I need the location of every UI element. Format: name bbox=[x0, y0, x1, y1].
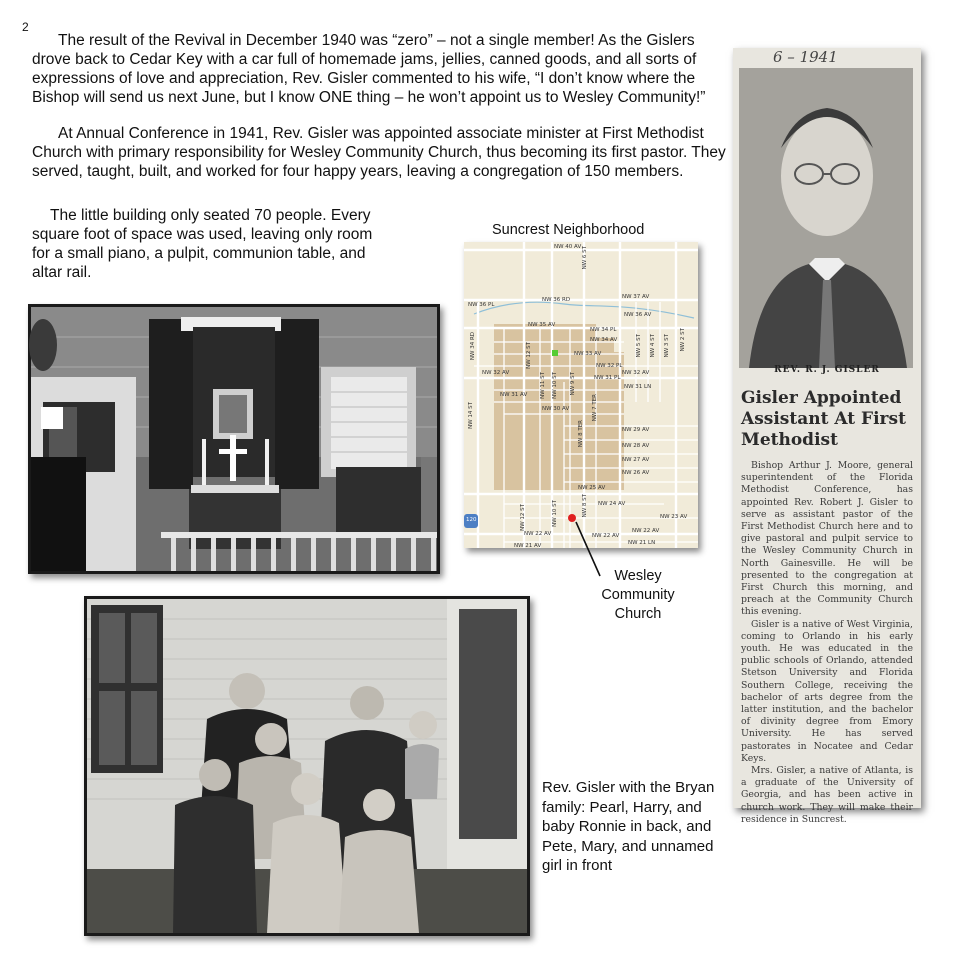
map-label-nw21av: NW 21 AV bbox=[514, 543, 542, 549]
map-label-nw12st-south: NW 12 ST bbox=[520, 504, 526, 531]
church-interior-photo bbox=[28, 304, 440, 574]
newspaper-clipping bbox=[733, 48, 921, 825]
paragraph-building-text: The little building only seated 70 people. Every square foot of space was used, leaving only room for a small piano, a pulpit, communion table, and altar rail. bbox=[32, 207, 373, 281]
paragraph-building bbox=[32, 206, 392, 282]
map-label-nw34av: NW 34 AV bbox=[590, 337, 618, 343]
map-label-nw11st: NW 11 ST bbox=[540, 372, 546, 399]
map-label-nw33av: NW 33 AV bbox=[574, 351, 602, 357]
map-label-nw12st-north: NW 12 ST bbox=[526, 342, 532, 369]
map-label-nw34rd: NW 34 RD bbox=[470, 332, 476, 361]
map-label-nw26av: NW 26 AV bbox=[622, 470, 650, 476]
clipping-body bbox=[741, 460, 913, 826]
map-label-nw7ter: NW 7 TER bbox=[592, 394, 598, 422]
map-label-nw32av-east: NW 32 AV bbox=[622, 370, 650, 376]
map-label-nw9st: NW 9 ST bbox=[570, 372, 576, 396]
map-label-nw5st: NW 5 ST bbox=[636, 334, 642, 358]
map-label-nw36pl: NW 36 PL bbox=[468, 302, 495, 308]
map-label-nw32pl: NW 32 PL bbox=[596, 363, 623, 369]
clipping-body-paragraph-3: Mrs. Gisler, a native of Atlanta, is a graduate of the University of Georgia, and has been active in church work. They will make their residence in Suncrest. bbox=[741, 765, 913, 825]
map-label-nw23av: NW 23 AV bbox=[660, 514, 688, 520]
map-label-nw31pl: NW 31 PL bbox=[594, 375, 621, 381]
map-label-nw10st-south: NW 10 ST bbox=[552, 500, 558, 527]
map-label-nw22av-west: NW 22 AV bbox=[524, 531, 552, 537]
map-label-nw37av: NW 37 AV bbox=[622, 294, 650, 300]
map-label-nw14st: NW 14 ST bbox=[468, 402, 474, 429]
map-label-nw6st: NW 6 ST bbox=[582, 246, 588, 270]
paragraph-revival-text: The result of the Revival in December 1940 was “zero” – not a single member! As the Gislers drove back to Cedar Key with a car full of homemade jams, jellies, canned goods, and all sorts of expressions of love and appreciation, Rev. Gisler commented to his wife, “I don’t know where the Bishop will send us next June, but I know ONE thing – he won’t appoint us to Wesley Community!” bbox=[32, 32, 706, 106]
clipping-portrait bbox=[739, 68, 913, 368]
clipping-body-paragraph-2: Gisler is a native of West Virginia, coming to Orlando in his early youth. He was educated in the public schools of Orlando, attended Stetson University and Florida Southern College, receiving the bachelor of arts degree from the latter institution, and the bachelor of divinity degree from Emory University. He has served pastorates in Nocatee and Cedar Keys. bbox=[741, 618, 913, 764]
map-label-nw31ln: NW 31 LN bbox=[624, 384, 652, 390]
clipping-name-caption: REV. R. J. GISLER bbox=[774, 365, 880, 375]
map-label-nw24av: NW 24 AV bbox=[598, 501, 626, 507]
clipping-headline: Gisler Appointed Assistant At First Methodist bbox=[741, 388, 906, 450]
church-label: Wesley Community Church bbox=[601, 568, 675, 622]
family-photo bbox=[84, 596, 530, 936]
map-label-nw8ter: NW 8 TER bbox=[578, 420, 584, 448]
paragraph-revival bbox=[32, 31, 732, 107]
map-label-nw3st: NW 3 ST bbox=[664, 334, 670, 358]
paragraph-appointment-text: At Annual Conference in 1941, Rev. Gisler was appointed associate minister at First Methodist Church with primary responsibility for Wesley Community Church, thus becoming its first pastor. They served, taught, built, and worked for four happy years, leaving a congregation of 150 members. bbox=[32, 125, 726, 180]
map-label-nw8st: NW 8 ST bbox=[582, 494, 588, 518]
map-label-nw31av: NW 31 AV bbox=[500, 392, 528, 398]
map-label-nw36rd: NW 36 RD bbox=[542, 297, 571, 303]
map-label-nw28av: NW 28 AV bbox=[622, 443, 650, 449]
map-label-nw25av: NW 25 AV bbox=[578, 485, 606, 491]
map-label-nw27av: NW 27 AV bbox=[622, 457, 650, 463]
map-label-nw21ln: NW 21 LN bbox=[628, 540, 656, 546]
clipping-date: 6 – 1941 bbox=[773, 48, 838, 66]
map-label-nw22av-mid: NW 22 AV bbox=[592, 533, 620, 539]
map-title: Suncrest Neighborhood bbox=[492, 222, 645, 238]
map-label-nw40av: NW 40 AV bbox=[554, 244, 582, 250]
map-label-nw4st: NW 4 ST bbox=[650, 334, 656, 358]
map-label-nw35av: NW 35 AV bbox=[528, 322, 556, 328]
map-label-nw30av: NW 30 AV bbox=[542, 406, 570, 412]
map-label-nw22av-east: NW 22 AV bbox=[632, 528, 660, 534]
map-label-nw2st: NW 2 ST bbox=[680, 328, 686, 352]
family-photo-caption: Rev. Gisler with the Bryan family: Pearl, Harry, and baby Ronnie in back, and Pete, Mary, and unnamed girl in front bbox=[542, 779, 715, 874]
paragraph-appointment bbox=[32, 124, 732, 181]
page-number: 2 bbox=[22, 20, 29, 34]
map-label-nw29av: NW 29 AV bbox=[622, 427, 650, 433]
map-label-nw34pl: NW 34 PL bbox=[590, 327, 617, 333]
map-label-nw10st-north: NW 10 ST bbox=[552, 372, 558, 399]
clipping-body-paragraph-1: Bishop Arthur J. Moore, general superintendent of the Florida Methodist Conference, has appointed Rev. Robert J. Gisler to serve as assistant pastor of the First Methodist Church here and to give pastoral and pulpit service to the Wesley Community Church in North Gainesville. He will be presented to the congregation at First Church this morning, and preach at the Community Church this evening. bbox=[741, 460, 913, 618]
map-label-nw32av-west: NW 32 AV bbox=[482, 370, 510, 376]
suncrest-map[interactable] bbox=[464, 242, 698, 548]
map-route-shield: 120 bbox=[466, 517, 477, 523]
map-label-nw36av: NW 36 AV bbox=[624, 312, 652, 318]
